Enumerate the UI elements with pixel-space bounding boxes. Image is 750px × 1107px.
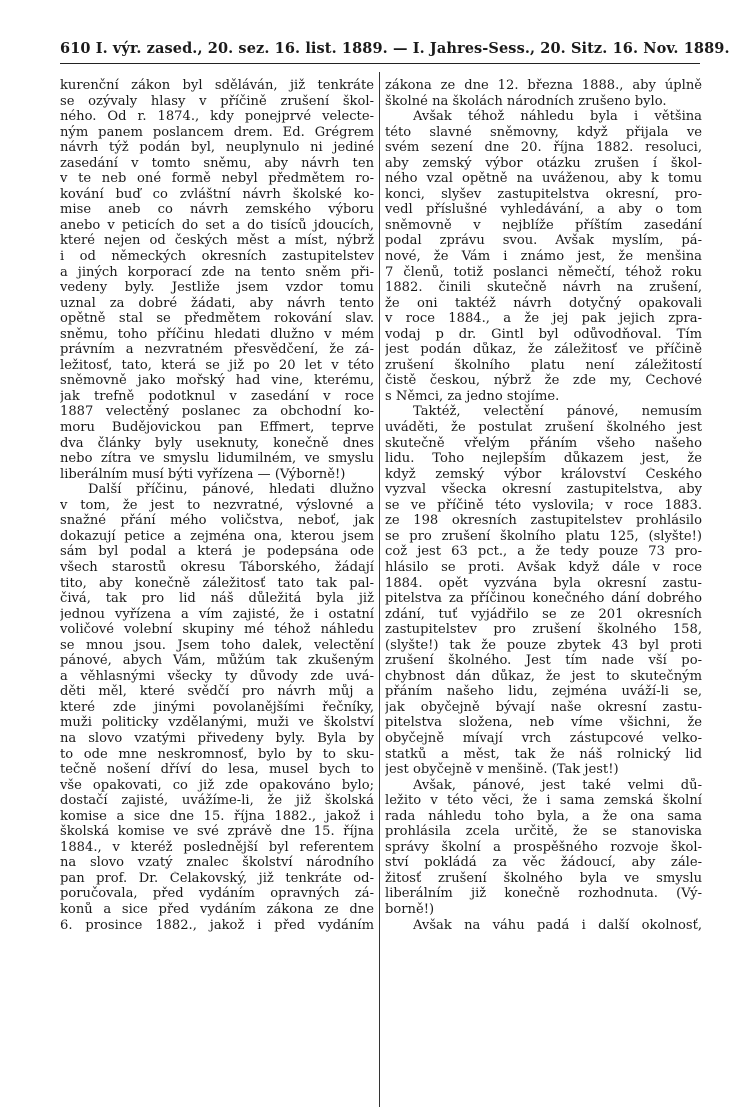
text-line: školné na školách národních zrušeno bylo. [385, 93, 667, 109]
text-line: zrušení školního platu není záležitostí [385, 357, 702, 373]
text-line: vodaj p dr. Gintl byl odůvodňoval. Tím [385, 326, 702, 342]
text-line: Další příčinu, pánové, hledati dlužno [88, 482, 374, 498]
text-line: ného vzal opětně na uváženou, aby k tomu [385, 171, 702, 187]
text-line: nebo zítra ve smyslu lidumilném, ve smyslu [60, 451, 374, 467]
text-line: všech starostů okresu Táborského, žádají [60, 559, 374, 575]
text-line: ným panem poslancem drem. Ed. Grégrem [60, 124, 374, 140]
text-line: aby zemský výbor otázku zrušen í škol- [385, 155, 702, 171]
text-line: návrh týž podán byl, neuplynulo ni jediné [60, 140, 374, 156]
text-line: pitelstva za příčinou konečného dání dobrého [385, 591, 702, 607]
text-line: žitosť zrušení školného byla ve smyslu [385, 870, 702, 886]
text-line: prohlásila zcela určitě, že se stanoviska [385, 824, 702, 840]
text-line: sněmovně v nejblíže příštím zasedání [385, 217, 702, 233]
text-line: se mnou jsou. Jsem toho dalek, velectění [60, 637, 374, 653]
text-line: 6. prosince 1882., jakož i před vydáním [60, 917, 374, 933]
text-line: jednou vyřízena a vím zajisté, že i ostatní [60, 606, 374, 622]
text-line: Taktéž, velectění pánové, nemusím [413, 404, 702, 420]
text-line: přáním našeho lidu, zejména uváží-li se, [385, 684, 702, 700]
header-rule [60, 63, 700, 64]
text-line: rada náhledu toho byla, a že ona sama [385, 808, 702, 824]
text-line: opětně stal se předmětem rokování slav. [60, 311, 374, 327]
text-line: moru Budějovickou pan Effmert, teprve [60, 420, 374, 436]
text-line: 7 členů, totiž poslanci němečtí, téhož roku [385, 264, 702, 280]
text-line: jak trefně podotknul v zasedání v roce [60, 388, 374, 404]
text-line: podal zprávu svou. Avšak myslím, pá- [385, 233, 702, 249]
text-line: pánové, abych Vám, můžúm tak zkušeným [60, 653, 374, 669]
text-line: zastupitelstev pro zrušení školného 158, [385, 622, 702, 638]
text-line: právním a nezvratném přesvědčení, že zá- [60, 342, 374, 358]
text-line: v te neb oné formě nebyl předmětem ro- [60, 171, 374, 187]
text-line: komise a sice dne 15. října 1882., jakož i [60, 808, 374, 824]
text-line: školská komise ve své zprávě dne 15. října [60, 824, 374, 840]
text-line: sněmovně jako mořský had vine, kterému, [60, 373, 374, 389]
text-line: muži politicky vzdělanými, muži ve školství [60, 715, 374, 731]
text-line: to ode mne neskromnosť, bylo by to sku- [60, 746, 374, 762]
text-line: jest obyčejně v menšině. (Tak jest!) [385, 762, 619, 778]
column-divider [379, 72, 380, 1107]
text-line: a věhlasnými všecky ty důvody zde uvá- [60, 668, 374, 684]
text-line: děti měl, které svědčí pro návrh můj a [60, 684, 374, 700]
text-line: čistě českou, nýbrž že zde my, Čechové [385, 373, 702, 389]
text-line: ležitosť, tato, která se již po 20 let v této [60, 357, 374, 373]
text-line: ství pokládá za věc žádoucí, aby zále- [385, 855, 702, 871]
text-line: na slovo vzatý znalec školství národního [60, 855, 374, 871]
text-line: s Němci, za jedno stojíme. [385, 388, 560, 404]
text-line: v tom, že jest to nezvratné, výslovné a [60, 497, 374, 513]
text-line: poručovala, před vydáním opravných zá- [60, 886, 374, 902]
text-line: lidu. Toho nejlepším důkazem jest, že [385, 451, 702, 467]
text-line: liberálním musí býti vyřízena — (Výborně!) [60, 466, 346, 482]
text-line: mise aneb co návrh zemského výboru [60, 202, 374, 218]
text-line: konů a sice před vydáním zákona ze dne [60, 901, 374, 917]
text-line: Avšak téhož náhledu byla i většina [413, 109, 702, 125]
text-line: vše opakovati, co již zde opakováno bylo; [60, 777, 374, 793]
text-line: Avšak na váhu padá i další okolnosť, [413, 917, 702, 933]
text-line: zasedání v tomto sněmu, aby návrh ten [60, 155, 374, 171]
text-line: Avšak, pánové, jest také velmi dů- [413, 777, 702, 793]
text-line: (slyšte!) tak že pouze zbytek 43 byl proti [385, 637, 702, 653]
text-line: což jest 63 pct., a že tedy pouze 73 pro- [385, 544, 702, 560]
text-line: jest podán důkaz, že záležitosť ve příčině [385, 342, 702, 358]
text-line: uváděti, že postulat zrušení školného jest [385, 420, 702, 436]
text-line: voličové volební skupiny mé téhož náhledu [60, 622, 374, 638]
text-line: této slavné sněmovny, když přijala ve [385, 124, 702, 140]
text-line: které zde jinými povolanějšími řečníky, [60, 699, 374, 715]
right-column [385, 78, 702, 933]
text-line: zrušení školného. Jest tím nade vší po- [385, 653, 702, 669]
text-line: anebo v peticích do set a do tisíců jdoucích, [60, 217, 374, 233]
text-line: pitelstva složena, neb víme všichni, že [385, 715, 702, 731]
text-line: a jiných korporací zde na tento sněm při- [60, 264, 374, 280]
text-line: které nejen od českých měst a míst, nýbrž [60, 233, 374, 249]
text-line: vyzval všecka okresní zastupitelstva, aby [385, 482, 702, 498]
text-line: nové, že Vám i známo jest, že menšina [385, 249, 702, 265]
text-line: na slovo vzatými přivedeny byly. Byla by [60, 730, 374, 746]
text-line: konci, slyšev zastupitelstva okresní, pro- [385, 186, 702, 202]
text-line: vedeny byly. Jestliže jsem vzdor tomu [60, 280, 374, 296]
text-line: vedl příslušné vyhledávání, a aby o tom [385, 202, 702, 218]
page-header: 610 I. výr. zased., 20. sez. 16. list. 1889. — I. Jahres-Sess., 20. Sitz. 16. Nov. 1889. [60, 40, 730, 57]
text-line: liberálním již konečně rozhodnuta. (Vý- [385, 886, 702, 902]
text-line: se pro zrušení školního platu 125, (slyšte!) [385, 528, 702, 544]
text-line: uznal za dobré žádati, aby návrh tento [60, 295, 374, 311]
text-line: že oni taktéž návrh dotyčný opakovali [385, 295, 702, 311]
text-line: chybnost dán důkaz, že jest to skutečným [385, 668, 702, 684]
text-line: tečně nošení dříví do lesa, musel bych to [60, 762, 374, 778]
text-line: statků a měst, tak že náš rolnický lid [385, 746, 702, 762]
text-line: skutečně vřelým přáním všeho našeho [385, 435, 702, 451]
text-line: 1882. činili skutečně návrh na zrušení, [385, 280, 702, 296]
text-line: se ozývaly hlasy v příčině zrušení škol- [60, 93, 374, 109]
text-line: dva články byly useknuty, konečně dnes [60, 435, 374, 451]
left-column [60, 78, 374, 933]
text-line: dokazují petice a zejména ona, kterou jsem [60, 528, 374, 544]
text-line: 1884. opět vyzvána byla okresní zastu- [385, 575, 702, 591]
text-line: i od německých okresních zastupitelstev [60, 249, 374, 265]
text-line: obyčejně mívají vrch zástupcové velko- [385, 730, 702, 746]
text-line: 1887 velectěný poslanec za obchodní ko- [60, 404, 374, 420]
text-line: se ve příčině této vyslovila; v roce 1883. [385, 497, 702, 513]
text-line: ze 198 okresních zastupitelstev prohlásilo [385, 513, 702, 529]
text-line: hlásilo se proti. Avšak když dále v roce [385, 559, 702, 575]
text-line: snažné přání mého voličstva, neboť, jak [60, 513, 374, 529]
text-line: ného. Od r. 1874., kdy ponejprvé velecte- [60, 109, 374, 125]
text-line: sněmu, toho příčinu hledati dlužno v mém [60, 326, 374, 342]
text-line: sám byl podal a která je podepsána ode [60, 544, 374, 560]
text-line: svém sezení dne 20. října 1882. resoluci, [385, 140, 702, 156]
text-line: 1884., v kteréž poslednější byl referentem [60, 839, 374, 855]
text-line: čivá, tak pro lid náš důležitá byla již [60, 591, 374, 607]
text-line: ležito v této věci, že i sama zemská školní [385, 793, 702, 809]
text-line: správy školní a prospěšného rozvoje škol- [385, 839, 702, 855]
text-line: zdání, tuť vyjádřilo se ze 201 okresních [385, 606, 702, 622]
text-line: dostačí zajisté, uvážíme-li, že již školská [60, 793, 374, 809]
text-line: když zemský výbor království Českého [385, 466, 702, 482]
text-line: zákona ze dne 12. března 1888., aby úplně [385, 78, 702, 93]
text-line: kurenční zákon byl sděláván, již tenkráte [60, 78, 374, 93]
text-line: kování buď co zvláštní návrh školské ko- [60, 186, 374, 202]
text-line: tito, aby konečně záležitosť tato tak pal- [60, 575, 374, 591]
text-line: v roce 1884., a že jej pak jejich zpra- [385, 311, 702, 327]
text-line: jak obyčejně bývají naše okresní zastu- [385, 699, 702, 715]
text-line: borně!) [385, 901, 435, 917]
text-line: pan prof. Dr. Čelakovský, již tenkráte od- [60, 870, 374, 886]
